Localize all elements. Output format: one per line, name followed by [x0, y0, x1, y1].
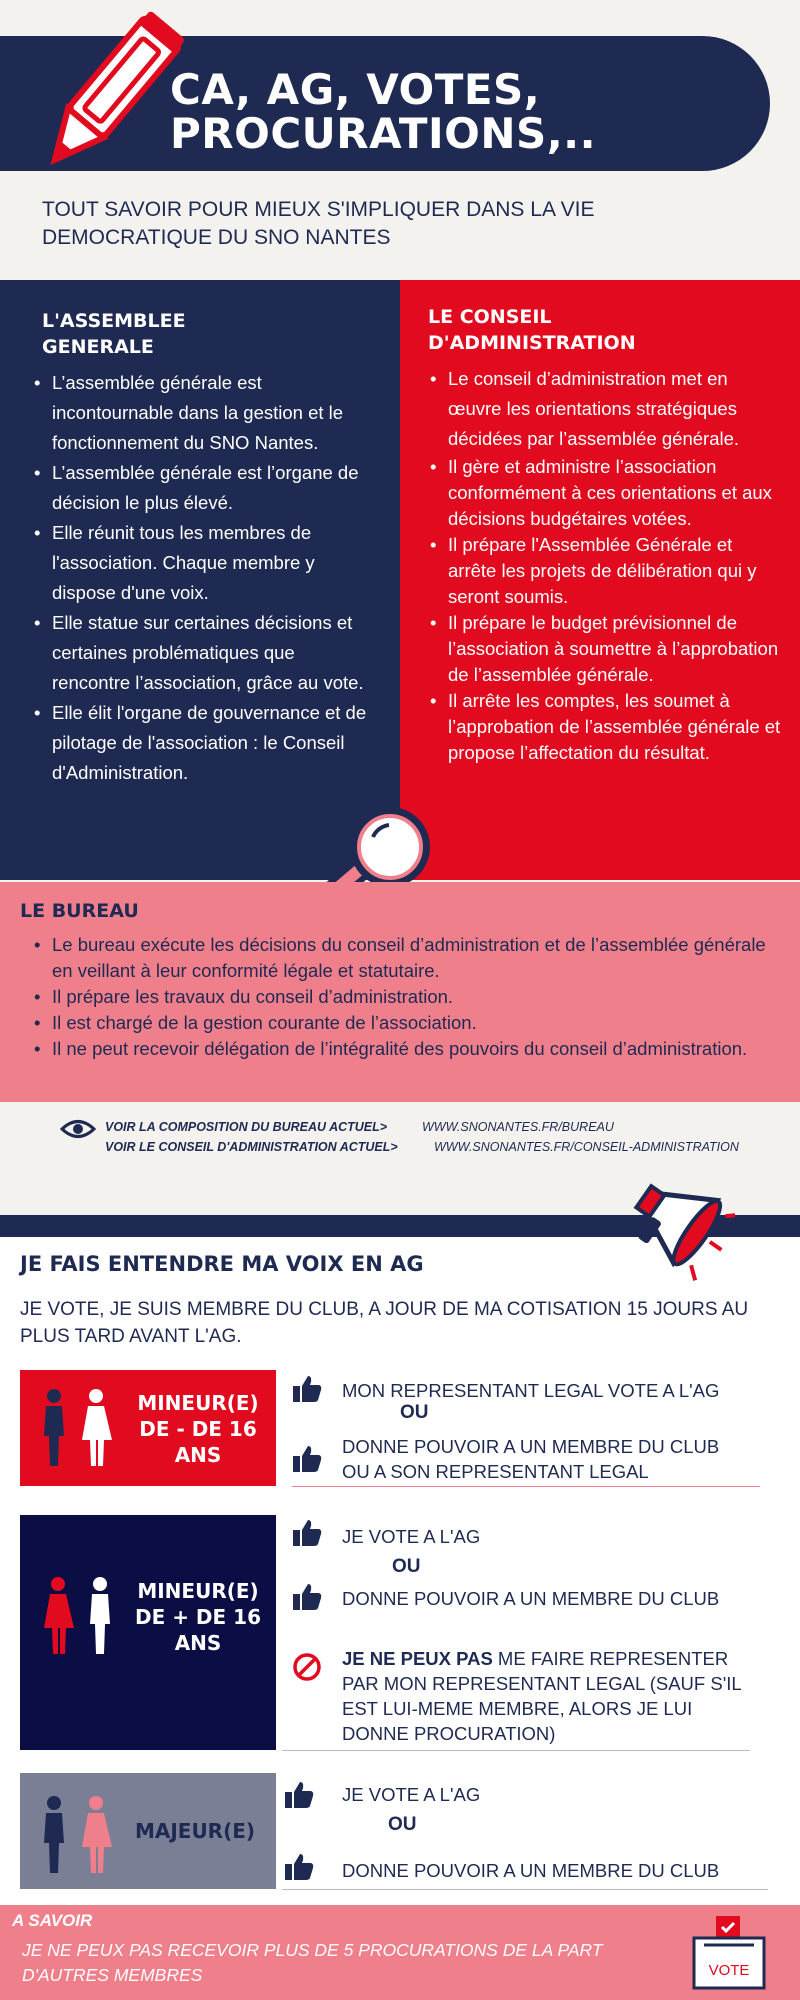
conseil-title-line-1: LE CONSEIL	[428, 306, 552, 328]
megaphone-icon	[625, 1172, 735, 1282]
assemblee-title	[42, 308, 186, 360]
label-line: DE + DE 16	[134, 1605, 261, 1629]
bureau-list	[32, 932, 782, 1062]
conseil-list	[428, 364, 783, 766]
list-item: • Il prépare l'Assemblée Générale et arrête les projets de délibération qui y seront soumis.	[428, 532, 783, 610]
subtitle-line-1: TOUT SAVOIR POUR MIEUX S'IMPLIQUER DANS LA VIE	[42, 198, 595, 221]
list-item: • Il est chargé de la gestion courante de l’association.	[32, 1010, 782, 1036]
option-ne-peux-pas	[342, 1646, 762, 1746]
thumbs-up-icon	[292, 1374, 322, 1404]
voice-title: JE FAIS ENTENDRE MA VOIX EN AG	[20, 1252, 424, 1276]
option-representant-vote: MON REPRESENTANT LEGAL VOTE A L'AG	[342, 1380, 720, 1401]
bureau-link-label[interactable]: VOIR LA COMPOSITION DU BUREAU ACTUEL>	[105, 1120, 388, 1134]
list-item: • Elle élit l'organe de gouvernance et de pilotage de l'association : le Conseil d'Administration.	[32, 698, 377, 788]
list-item: • Il ne peut recevoir délégation de l’intégralité des pouvoirs du conseil d’administration.	[32, 1036, 782, 1062]
person-icon	[36, 1576, 126, 1656]
option-donne-pouvoir	[342, 1434, 719, 1484]
subtitle-line-2: DEMOCRATIQUE DU SNO NANTES	[42, 226, 391, 249]
thumbs-up-icon	[292, 1582, 322, 1612]
page-title	[170, 65, 597, 158]
a-savoir-title: A SAVOIR	[12, 1911, 93, 1930]
or-label: OU	[400, 1402, 429, 1423]
list-item: • Il gère et administre l’association conformément à ces orientations et aux décisions budgétaires votées.	[428, 454, 783, 532]
vote-label: VOTE	[708, 1962, 750, 1979]
title-line-1: CA, AG, VOTES,	[170, 65, 541, 114]
label-line: MINEUR(E)	[137, 1579, 259, 1603]
thumbs-up-icon	[284, 1780, 314, 1810]
bureau-title: LE BUREAU	[20, 900, 139, 922]
bureau-link-url[interactable]: WWW.SNONANTES.FR/BUREAU	[422, 1120, 614, 1134]
thumbs-up-icon	[292, 1518, 322, 1548]
divider-line	[292, 1486, 760, 1487]
pencil-icon	[20, 10, 190, 190]
label-line: ANS	[174, 1631, 222, 1655]
no-rest: ME FAIRE REPRESENTER PAR MON REPRESENTANT LEGAL (SAUF S'IL EST LUI-MEME MEMBRE, ALORS JE LUI DONNE PROCURATION)	[342, 1648, 741, 1744]
assemblee-list	[32, 368, 377, 788]
option-je-vote: JE VOTE A L'AG	[342, 1784, 481, 1805]
list-item: • L’assemblée générale est l’organe de décision le plus élevé.	[32, 458, 377, 518]
list-item: • L’assemblée générale est incontournable dans la gestion et le fonctionnement du SNO Nantes.	[32, 368, 377, 458]
list-item: • Elle réunit tous les membres de l'association. Chaque membre y dispose d'une voix.	[32, 518, 377, 608]
list-item: • Le conseil d’administration met en œuvre les orientations stratégiques décidées par l’assemblée générale.	[428, 364, 783, 454]
ballot-box-icon	[690, 1912, 770, 1992]
conseil-link-label[interactable]: VOIR LE CONSEIL D'ADMINISTRATION ACTUEL>	[105, 1140, 398, 1154]
eye-icon	[60, 1118, 96, 1140]
assemblee-title-line-1: L'ASSEMBLEE	[42, 310, 186, 332]
label-line: DE - DE 16	[139, 1417, 257, 1441]
or-label: OU	[388, 1814, 417, 1835]
person-icon	[32, 1795, 122, 1875]
forbidden-icon	[292, 1652, 322, 1682]
option-donne-pouvoir: DONNE POUVOIR A UN MEMBRE DU CLUB	[342, 1860, 720, 1881]
mineur-plus-16-label	[128, 1578, 268, 1656]
or-label: OU	[392, 1556, 421, 1577]
mineur-moins-16-label	[128, 1390, 268, 1468]
bold-label: JE NE PEUX PAS	[342, 1648, 493, 1669]
list-item: • Elle statue sur certaines décisions et certaines problématiques que rencontre l’association, grâce au vote.	[32, 608, 377, 698]
conseil-link-url[interactable]: WWW.SNONANTES.FR/CONSEIL-ADMINISTRATION	[434, 1140, 739, 1154]
option-line: OU A SON REPRESENTANT LEGAL	[342, 1461, 649, 1482]
divider-line	[282, 1750, 750, 1751]
thumbs-up-icon	[284, 1852, 314, 1882]
divider-line	[282, 1889, 768, 1890]
thumbs-up-icon	[292, 1444, 322, 1474]
label-line: MINEUR(E)	[137, 1391, 259, 1415]
list-item: • Le bureau exécute les décisions du conseil d’administration et de l’assemblée générale en veillant à leur conformité légale et statutaire.	[32, 932, 782, 984]
majeur-label: MAJEUR(E)	[134, 1819, 256, 1843]
conseil-title-line-2: D'ADMINISTRATION	[428, 332, 636, 354]
option-donne-pouvoir: DONNE POUVOIR A UN MEMBRE DU CLUB	[342, 1588, 720, 1609]
list-item: • Il prépare le budget prévisionnel de l’association à soumettre à l’approbation de l’assemblée générale.	[428, 610, 783, 688]
conseil-title	[428, 304, 636, 356]
assemblee-title-line-2: GENERALE	[42, 336, 154, 358]
list-item: • Il arrête les comptes, les soumet à l’approbation de l’assemblée générale et propose l’affectation du résultat.	[428, 688, 783, 766]
label-line: ANS	[174, 1443, 222, 1467]
option-je-vote: JE VOTE A L'AG	[342, 1526, 481, 1547]
option-line: DONNE POUVOIR A UN MEMBRE DU CLUB	[342, 1436, 720, 1457]
a-savoir-text: JE NE PEUX PAS RECEVOIR PLUS DE 5 PROCURATIONS DE LA PART D'AUTRES MEMBRES	[22, 1940, 603, 1985]
person-icon	[32, 1388, 122, 1468]
voice-text: JE VOTE, JE SUIS MEMBRE DU CLUB, A JOUR DE MA COTISATION 15 JOURS AU PLUS TARD AVANT L'AG.	[20, 1299, 749, 1347]
page-subtitle	[42, 196, 742, 252]
title-line-2: PROCURATIONS,..	[170, 109, 597, 158]
list-item: • Il prépare les travaux du conseil d’administration.	[32, 984, 782, 1010]
